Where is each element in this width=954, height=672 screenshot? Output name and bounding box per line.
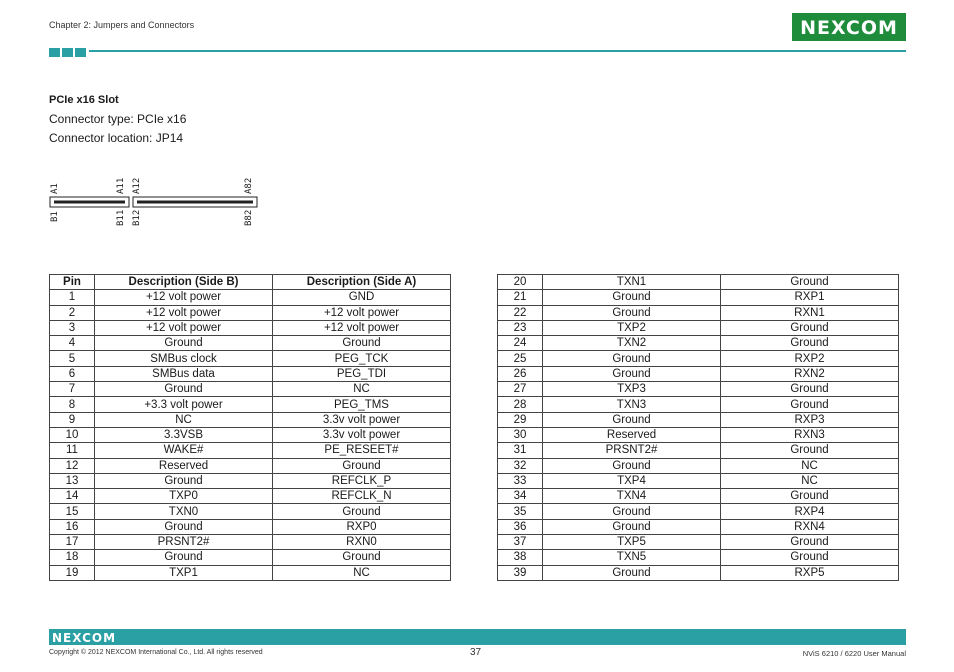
side-b-description: Ground: [543, 351, 721, 366]
table-row: [498, 519, 899, 534]
side-a-description: +12 volt power: [273, 305, 451, 320]
side-a-description: RXP1: [721, 290, 899, 305]
side-a-description: RXP5: [721, 565, 899, 580]
side-a-description: +12 volt power: [273, 320, 451, 335]
table-row: [498, 427, 899, 442]
side-b-description: NC: [95, 412, 273, 427]
pin-number: 14: [50, 489, 95, 504]
side-b-description: 3.3VSB: [95, 427, 273, 442]
side-b-description: +3.3 volt power: [95, 397, 273, 412]
side-b-description: TXP1: [95, 565, 273, 580]
side-b-description: Ground: [95, 473, 273, 488]
side-a-description: RXN2: [721, 366, 899, 381]
side-a-description: RXN0: [273, 535, 451, 550]
side-b-description: Reserved: [543, 427, 721, 442]
table-row: [50, 550, 451, 565]
table-row: [50, 290, 451, 305]
table-row: [498, 473, 899, 488]
pin-number: 10: [50, 427, 95, 442]
side-a-description: REFCLK_P: [273, 473, 451, 488]
side-b-description: Ground: [543, 290, 721, 305]
side-a-description: 3.3v volt power: [273, 427, 451, 442]
pin-number: 5: [50, 351, 95, 366]
side-b-description: SMBus clock: [95, 351, 273, 366]
side-b-description: Ground: [543, 366, 721, 381]
table-row: [498, 382, 899, 397]
label-a11: A11: [116, 177, 126, 194]
side-b-description: TXN2: [543, 336, 721, 351]
table-row: [50, 427, 451, 442]
pin-number: 4: [50, 336, 95, 351]
side-a-description: Ground: [273, 550, 451, 565]
side-b-description: Ground: [95, 550, 273, 565]
label-b12: B12: [132, 209, 142, 226]
table-row: [50, 504, 451, 519]
pin-number: 18: [50, 550, 95, 565]
pin-number: 19: [50, 565, 95, 580]
side-b-description: Ground: [95, 336, 273, 351]
side-a-description: Ground: [721, 443, 899, 458]
side-a-description: PE_RESEET#: [273, 443, 451, 458]
side-b-description: Ground: [543, 504, 721, 519]
pin-number: 16: [50, 519, 95, 534]
table-row: [498, 336, 899, 351]
pin-number: 17: [50, 535, 95, 550]
pin-number: 38: [498, 550, 543, 565]
side-a-description: Ground: [721, 382, 899, 397]
pin-number: 12: [50, 458, 95, 473]
table-row: [50, 336, 451, 351]
pin-number: 2: [50, 305, 95, 320]
table-row: [50, 305, 451, 320]
side-a-description: Ground: [721, 336, 899, 351]
side-b-description: TXP3: [543, 382, 721, 397]
table-row: [50, 443, 451, 458]
pin-number: 20: [498, 275, 543, 290]
header-side-b: Description (Side B): [95, 275, 273, 290]
side-b-description: +12 volt power: [95, 305, 273, 320]
side-b-description: WAKE#: [95, 443, 273, 458]
pin-number: 15: [50, 504, 95, 519]
side-b-description: TXP2: [543, 320, 721, 335]
side-a-description: Ground: [273, 458, 451, 473]
side-b-description: TXN0: [95, 504, 273, 519]
pin-number: 3: [50, 320, 95, 335]
pin-number: 37: [498, 535, 543, 550]
pin-number: 7: [50, 382, 95, 397]
pin-number: 29: [498, 412, 543, 427]
side-a-description: Ground: [721, 397, 899, 412]
pin-number: 8: [50, 397, 95, 412]
pin-number: 11: [50, 443, 95, 458]
side-b-description: Ground: [95, 382, 273, 397]
nexcom-logo: [792, 13, 906, 41]
side-a-description: RXN3: [721, 427, 899, 442]
side-a-description: Ground: [721, 275, 899, 290]
side-a-description: Ground: [721, 550, 899, 565]
side-b-description: TXP0: [95, 489, 273, 504]
side-a-description: 3.3v volt power: [273, 412, 451, 427]
pin-number: 26: [498, 366, 543, 381]
pin-number: 39: [498, 565, 543, 580]
side-b-description: +12 volt power: [95, 290, 273, 305]
side-b-description: Reserved: [95, 458, 273, 473]
side-b-description: PRSNT2#: [95, 535, 273, 550]
table-row: [498, 535, 899, 550]
table-row: [498, 565, 899, 580]
table-row: [498, 397, 899, 412]
table-row: [498, 351, 899, 366]
side-b-description: Ground: [543, 458, 721, 473]
pin-number: 33: [498, 473, 543, 488]
side-a-description: RXN4: [721, 519, 899, 534]
pin-number: 31: [498, 443, 543, 458]
table-row: [50, 519, 451, 534]
label-b1: B1: [50, 211, 60, 222]
table-row: [498, 458, 899, 473]
pin-number: 9: [50, 412, 95, 427]
footer-bar: [49, 629, 906, 645]
table-row: [498, 550, 899, 565]
table-row: [50, 473, 451, 488]
side-a-description: NC: [721, 473, 899, 488]
side-b-description: TXN5: [543, 550, 721, 565]
chapter-title: Chapter 2: Jumpers and Connectors: [49, 20, 195, 30]
table-row: [498, 290, 899, 305]
side-a-description: PEG_TDI: [273, 366, 451, 381]
header-side-a: Description (Side A): [273, 275, 451, 290]
pcie-slot-diagram: [46, 174, 261, 230]
side-a-description: Ground: [273, 336, 451, 351]
table-row: [498, 504, 899, 519]
table-row: [498, 320, 899, 335]
pin-number: 27: [498, 382, 543, 397]
logo-text: NEXCOM: [800, 17, 898, 39]
pin-number: 28: [498, 397, 543, 412]
table-row: [498, 275, 899, 290]
header-rule: [89, 50, 906, 52]
side-a-description: NC: [721, 458, 899, 473]
side-a-description: GND: [273, 290, 451, 305]
pin-number: 22: [498, 305, 543, 320]
pin-number: 24: [498, 336, 543, 351]
side-a-description: RXP2: [721, 351, 899, 366]
table-row: [498, 366, 899, 381]
pin-number: 23: [498, 320, 543, 335]
side-b-description: TXP4: [543, 473, 721, 488]
side-b-description: SMBus data: [95, 366, 273, 381]
table-header-row: [50, 275, 451, 290]
side-a-description: RXN1: [721, 305, 899, 320]
label-b82: B82: [244, 209, 254, 226]
table-row: [498, 443, 899, 458]
pin-number: 36: [498, 519, 543, 534]
side-a-description: NC: [273, 565, 451, 580]
side-a-description: Ground: [721, 489, 899, 504]
pin-table-right: [497, 274, 899, 581]
label-a12: A12: [132, 177, 142, 194]
side-b-description: +12 volt power: [95, 320, 273, 335]
side-b-description: Ground: [543, 412, 721, 427]
table-row: [50, 351, 451, 366]
copyright: Copyright © 2012 NEXCOM International Co., Ltd. All rights reserved: [49, 649, 263, 656]
footer-logo: NEXCOM: [52, 631, 117, 645]
pin-number: 25: [498, 351, 543, 366]
page-number: 37: [470, 647, 482, 658]
pin-number: 13: [50, 473, 95, 488]
header-squares: [49, 48, 86, 57]
label-b11: B11: [116, 209, 126, 226]
side-a-description: RXP3: [721, 412, 899, 427]
side-a-description: NC: [273, 382, 451, 397]
side-a-description: REFCLK_N: [273, 489, 451, 504]
table-row: [50, 489, 451, 504]
table-row: [50, 397, 451, 412]
table-row: [50, 412, 451, 427]
side-b-description: Ground: [543, 565, 721, 580]
table-row: [498, 412, 899, 427]
table-row: [50, 458, 451, 473]
side-b-description: TXP5: [543, 535, 721, 550]
manual-title: NViS 6210 / 6220 User Manual: [802, 649, 906, 658]
section-title: PCIe x16 Slot: [49, 94, 119, 106]
pin-number: 1: [50, 290, 95, 305]
side-b-description: PRSNT2#: [543, 443, 721, 458]
side-a-description: Ground: [721, 320, 899, 335]
side-a-description: PEG_TCK: [273, 351, 451, 366]
side-a-description: Ground: [273, 504, 451, 519]
header-pin: Pin: [50, 275, 95, 290]
connector-type: Connector type: PCIe x16: [49, 112, 187, 126]
pin-number: 21: [498, 290, 543, 305]
label-a82: A82: [244, 177, 254, 194]
table-row: [50, 366, 451, 381]
pin-table-left: [49, 274, 451, 581]
table-row: [50, 320, 451, 335]
table-row: [50, 382, 451, 397]
pin-number: 34: [498, 489, 543, 504]
table-row: [498, 489, 899, 504]
table-row: [498, 305, 899, 320]
table-row: [50, 565, 451, 580]
side-b-description: Ground: [543, 519, 721, 534]
side-a-description: PEG_TMS: [273, 397, 451, 412]
pin-number: 6: [50, 366, 95, 381]
side-b-description: TXN3: [543, 397, 721, 412]
side-a-description: RXP0: [273, 519, 451, 534]
side-b-description: Ground: [95, 519, 273, 534]
pin-number: 35: [498, 504, 543, 519]
side-b-description: TXN1: [543, 275, 721, 290]
label-a1: A1: [50, 183, 60, 194]
connector-location: Connector location: JP14: [49, 131, 184, 145]
side-b-description: TXN4: [543, 489, 721, 504]
pin-number: 32: [498, 458, 543, 473]
side-b-description: Ground: [543, 305, 721, 320]
pin-number: 30: [498, 427, 543, 442]
side-a-description: RXP4: [721, 504, 899, 519]
side-a-description: Ground: [721, 535, 899, 550]
table-row: [50, 535, 451, 550]
